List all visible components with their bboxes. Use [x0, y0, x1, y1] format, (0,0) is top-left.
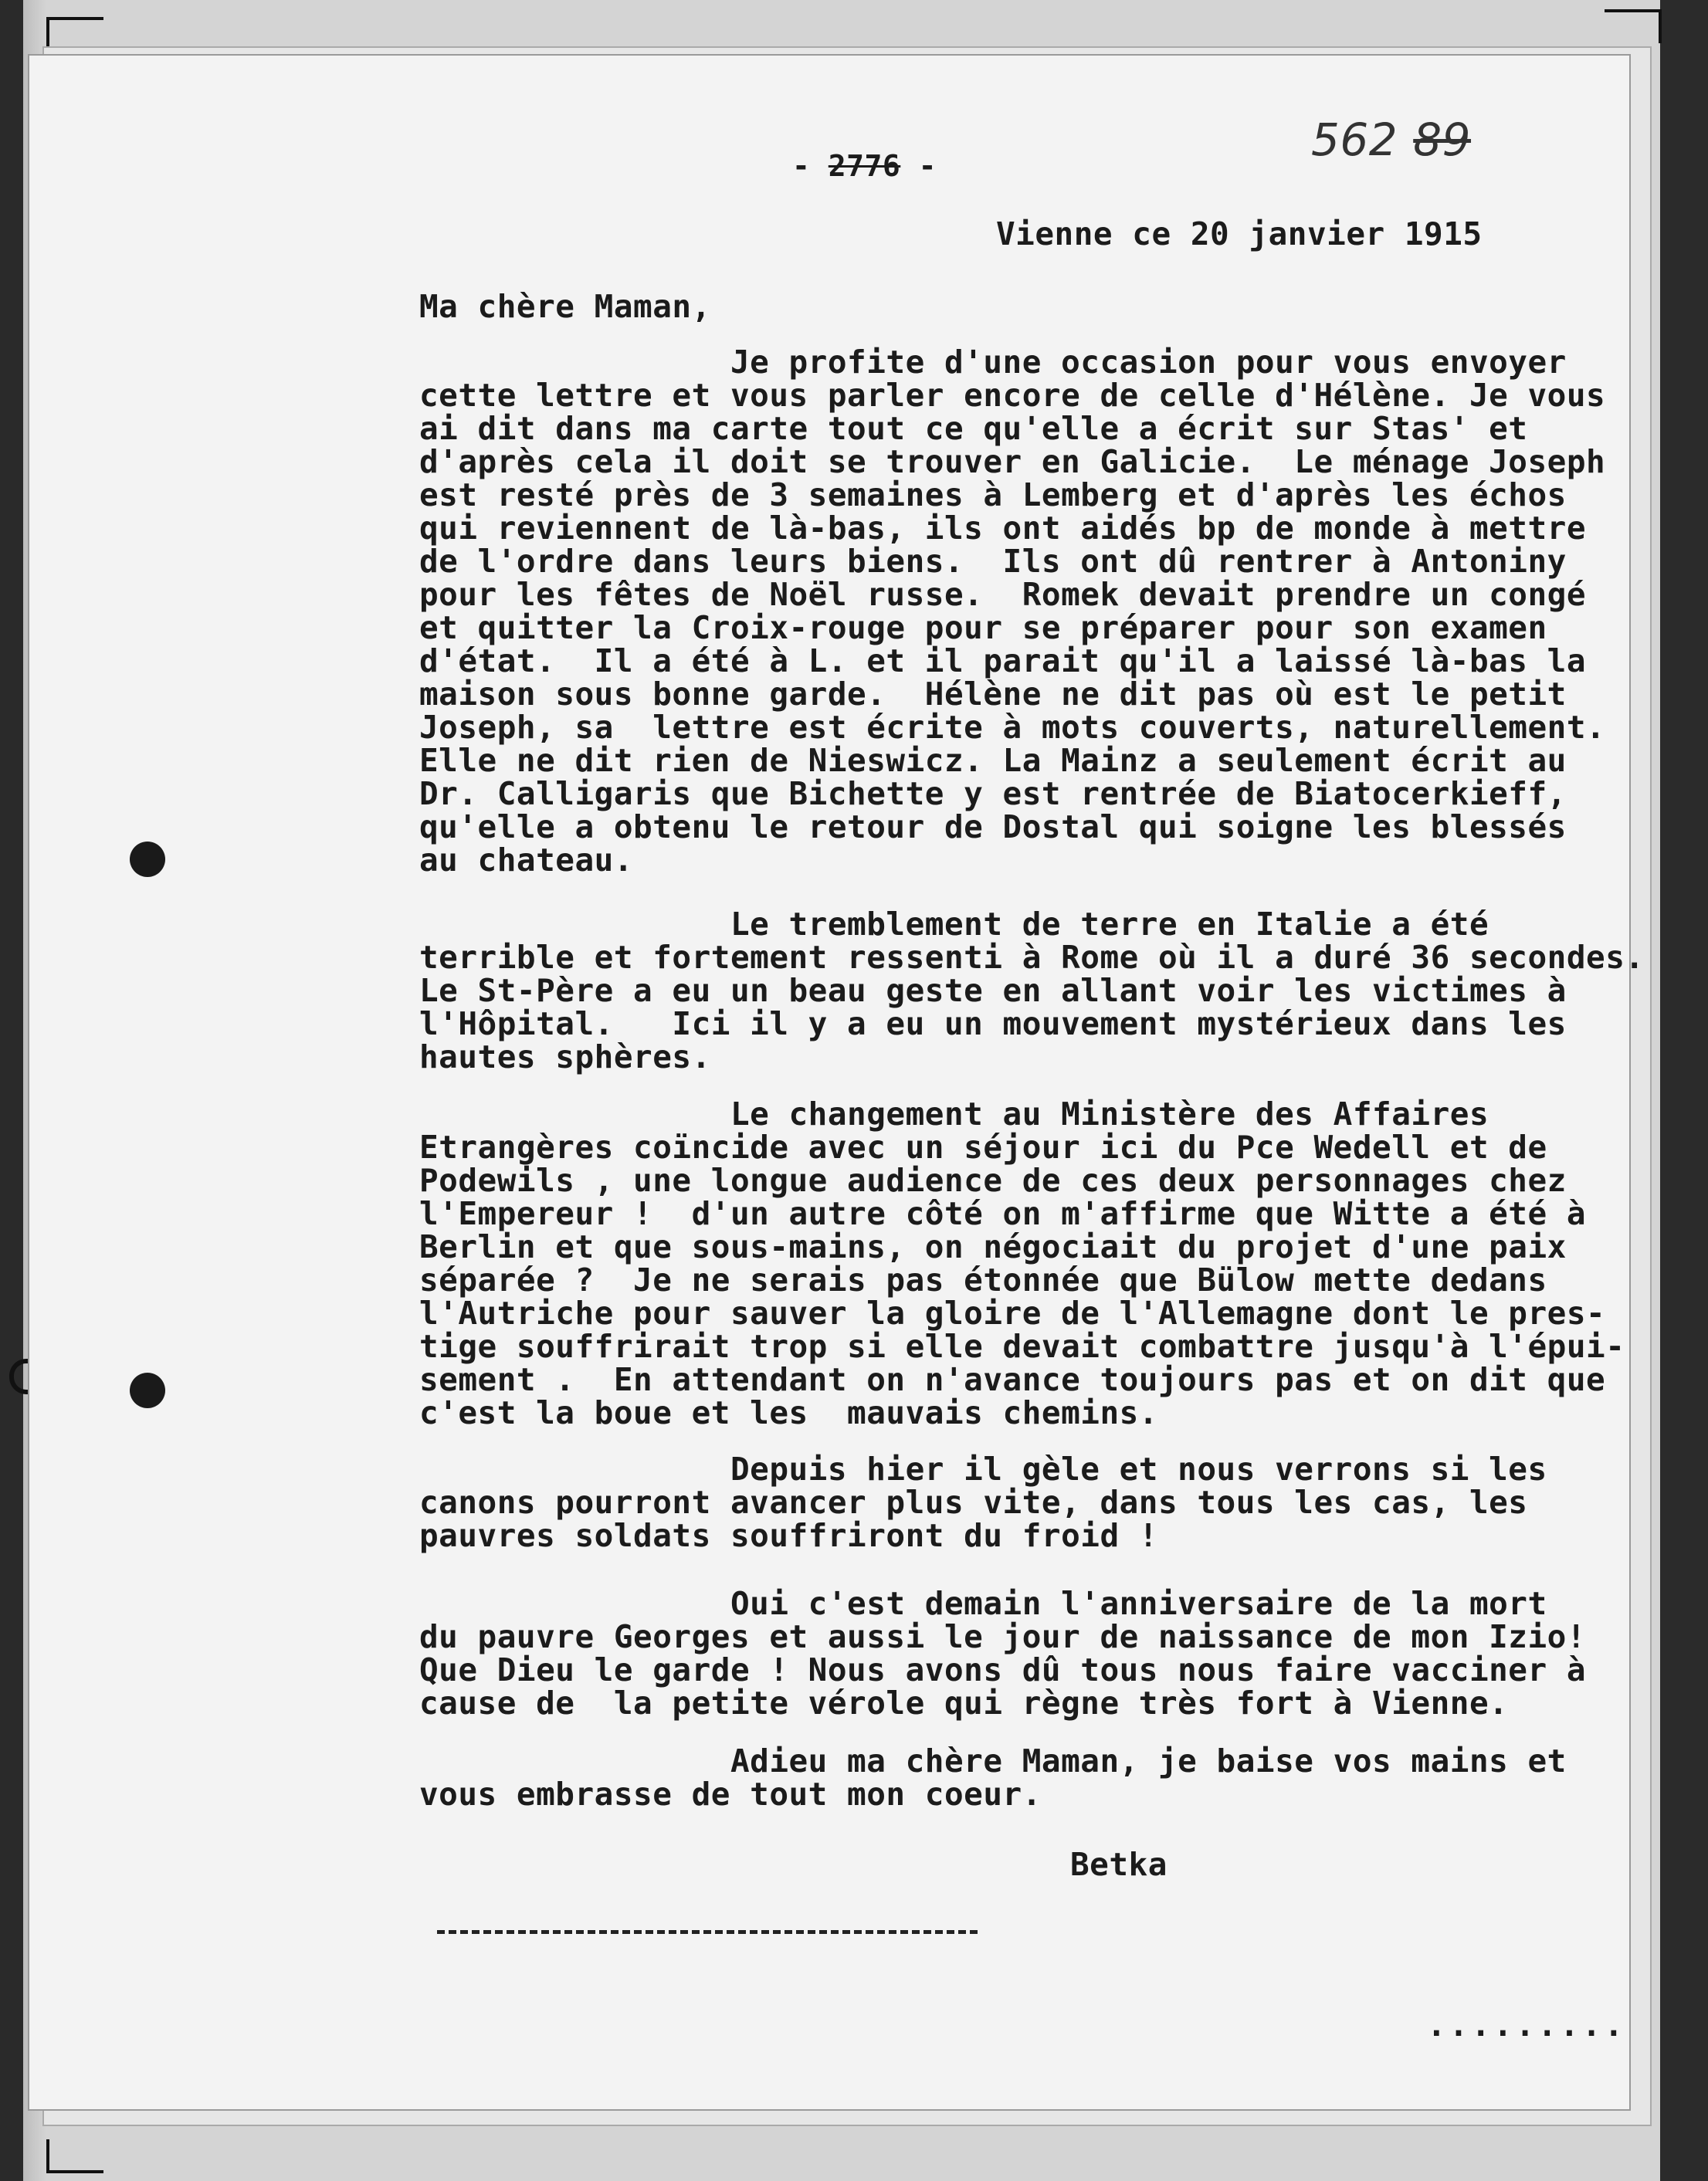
text-line: est resté près de 3 semaines à Lemberg et d'après les échos — [419, 476, 1567, 513]
text-line: Etrangères coïncide avec un séjour ici du Pce Wedell et de — [419, 1129, 1547, 1166]
paragraph-1 — [419, 346, 1639, 877]
text-line: Podewils , une longue audience de ces deux personnages chez — [419, 1162, 1567, 1199]
paragraph-5 — [419, 1587, 1639, 1720]
crop-mark-top-right — [1605, 9, 1662, 43]
signature: Betka — [1070, 1846, 1167, 1883]
text-line: Joseph, sa lettre est écrite à mots couverts, naturellement. — [419, 709, 1606, 746]
text-line: du pauvre Georges et aussi le jour de naissance de mon Izio! — [419, 1618, 1587, 1655]
text-line: c'est la boue et les mauvais chemins. — [419, 1394, 1158, 1431]
text-line: qu'elle a obtenu le retour de Dostal qui soigne les blessés — [419, 808, 1567, 845]
archive-number — [1311, 113, 1472, 166]
text-line: pauvres soldats souffriront du froid ! — [419, 1517, 1158, 1554]
text-line: de l'ordre dans leurs biens. Ils ont dû rentrer à Antoniny — [419, 543, 1567, 580]
text-line: Le St-Père a eu un beau geste en allant voir les victimes à — [419, 972, 1567, 1009]
crop-mark-bottom-left — [46, 2139, 103, 2173]
text-line: terrible et fortement ressenti à Rome où il a duré 36 secondes. — [419, 939, 1645, 976]
text-line: Adieu ma chère Maman, je baise vos mains et — [419, 1742, 1567, 1780]
paragraph-6 — [419, 1742, 1639, 1813]
text-line: d'après cela il doit se trouver en Galicie. Le ménage Joseph — [419, 443, 1606, 480]
text-line: Oui c'est demain l'anniversaire de la mort — [419, 1585, 1547, 1622]
letter-body — [29, 56, 1645, 2109]
text-line: pour les fêtes de Noël russe. Romek devait prendre un congé — [419, 576, 1587, 613]
text-line: Que Dieu le garde ! Nous avons dû tous nous faire vacciner à — [419, 1651, 1587, 1688]
text-line: Le changement au Ministère des Affaires — [419, 1096, 1489, 1133]
page-number: - 2776 - — [792, 149, 937, 183]
text-line: l'Autriche pour sauver la gloire de l'Allemagne dont le pres- — [419, 1295, 1606, 1332]
paragraph-3 — [419, 1098, 1639, 1430]
text-line: Elle ne dit rien de Nieswicz. La Mainz a seulement écrit au — [419, 742, 1567, 779]
archive-number-struck: 89 — [1413, 113, 1472, 166]
text-line: ai dit dans ma carte tout ce qu'elle a écrit sur Stas' et — [419, 410, 1528, 447]
dateline: Vienne ce 20 janvier 1915 — [996, 215, 1483, 252]
text-line: maison sous bonne garde. Hélène ne dit pas où est le petit — [419, 676, 1567, 713]
text-line: Je profite d'une occasion pour vous envoyer — [419, 344, 1567, 381]
text-line: d'état. Il a été à L. et il parait qu'il a laissé là-bas la — [419, 642, 1587, 679]
archive-number-current: 562 — [1311, 113, 1398, 166]
paragraph-4 — [419, 1453, 1639, 1553]
text-line: Dr. Calligaris que Bichette y est rentrée de Biatocerkieff, — [419, 775, 1567, 812]
text-line: sement . En attendant on n'avance toujours pas et on dit que — [419, 1361, 1606, 1398]
closing-dashed-rule — [437, 1930, 978, 1934]
text-line: au chateau. — [419, 842, 634, 879]
text-line: tige souffrirait trop si elle devait combattre jusqu'à l'épui- — [419, 1328, 1625, 1365]
salutation: Ma chère Maman, — [419, 288, 711, 325]
text-line: qui reviennent de là-bas, ils ont aidés bp de monde à mettre — [419, 510, 1587, 547]
text-line: canons pourront avancer plus vite, dans tous les cas, les — [419, 1484, 1528, 1521]
text-line: l'Hôpital. Ici il y a eu un mouvement mystérieux dans les — [419, 1005, 1567, 1042]
paragraph-2 — [419, 906, 1645, 1075]
letter-page — [29, 56, 1645, 2109]
text-line: Le tremblement de terre en Italie a été — [419, 906, 1489, 943]
text-line: l'Empereur ! d'un autre côté on m'affirme que Witte a été à — [419, 1195, 1587, 1232]
text-line: vous embrasse de tout mon coeur. — [419, 1776, 1042, 1813]
text-line: Depuis hier il gèle et nous verrons si les — [419, 1451, 1547, 1488]
text-line: et quitter la Croix-rouge pour se préparer pour son examen — [419, 609, 1547, 646]
continuation-dots: ......... — [1427, 2007, 1627, 2044]
text-line: Berlin et que sous-mains, on négociait du projet d'une paix — [419, 1228, 1567, 1265]
text-line: cause de la petite vérole qui règne très fort à Vienne. — [419, 1685, 1509, 1722]
text-line: séparée ? Je ne serais pas étonnée que Bülow mette dedans — [419, 1262, 1547, 1299]
text-line: cette lettre et vous parler encore de celle d'Hélène. Je vous — [419, 377, 1606, 414]
text-line: hautes sphères. — [419, 1038, 711, 1075]
